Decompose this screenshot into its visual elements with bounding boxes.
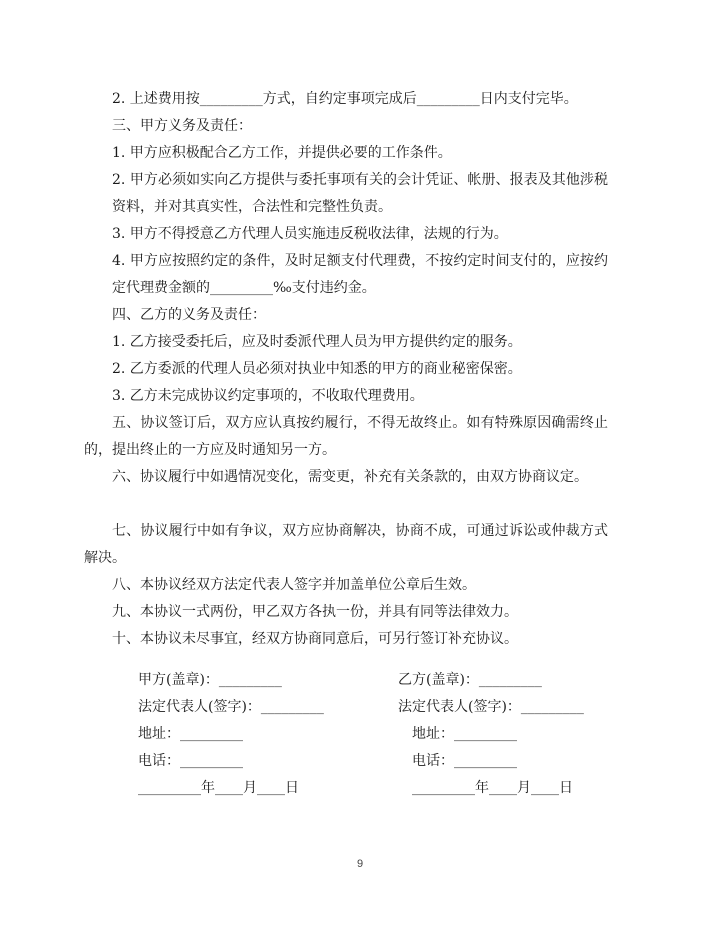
section-heading-party-b-obligations: 四、乙方的义务及责任：	[112, 307, 266, 323]
party-a-phone-line: 电话：_________	[138, 753, 243, 769]
section-heading-party-a-obligations: 三、甲方义务及责任：	[112, 118, 252, 134]
party-a-item-1: 1. 甲方应积极配合乙方工作，并提供必要的工作条件。	[112, 145, 452, 161]
clause-10: 十、本协议未尽事宜，经双方协商同意后，可另行签订补充协议。	[112, 631, 518, 647]
clause-6: 六、协议履行中如遇情况变化，需变更，补充有关条款的，由双方协商议定。	[112, 469, 588, 485]
party-a-address-line: 地址：_________	[138, 726, 243, 742]
party-b-phone-line: 电话：_________	[412, 753, 517, 769]
party-b-seal-line: 乙方(盖章)：_________	[398, 672, 542, 688]
party-b-date-line: _________年____月____日	[412, 780, 573, 796]
payment-terms-item-2: 2. 上述费用按_________方式，自约定事项完成后_________日内支付完毕。	[112, 91, 578, 107]
clause-9: 九、本协议一式两份，甲乙双方各执一份，并具有同等法律效力。	[112, 604, 518, 620]
party-a-item-3: 3. 甲方不得授意乙方代理人员实施违反税收法律，法规的行为。	[112, 226, 508, 242]
party-a-item-2: 2. 甲方必须如实向乙方提供与委托事项有关的会计凭证、帐册、报表及其他涉税资料，并对其真实性，合法性和完整性负责。	[112, 172, 608, 215]
party-b-address-line: 地址：_________	[412, 726, 517, 742]
clause-8: 八、本协议经双方法定代表人签字并加盖单位公章后生效。	[112, 577, 476, 593]
page-number: 9	[356, 858, 364, 870]
party-a-item-4: 4. 甲方应按照约定的条件，及时足额支付代理费，不按约定时间支付的，应按约定代理费金额的_________‰支付违约金。	[112, 253, 608, 296]
clause-5: 五、协议签订后，双方应认真按约履行，不得无故终止。如有特殊原因确需终止的，提出终止的一方应及时通知另一方。	[84, 415, 608, 458]
party-b-item-1: 1. 乙方接受委托后，应及时委派代理人员为甲方提供约定的服务。	[112, 334, 522, 350]
party-a-representative-line: 法定代表人(签字)：_________	[138, 699, 324, 715]
party-a-seal-line: 甲方(盖章)：_________	[138, 672, 282, 688]
party-b-item-2: 2. 乙方委派的代理人员必须对执业中知悉的甲方的商业秘密保密。	[112, 361, 522, 377]
party-b-representative-line: 法定代表人(签字)：_________	[398, 699, 584, 715]
party-a-date-line: _________年____月____日	[138, 780, 299, 796]
clause-7: 七、协议履行中如有争议，双方应协商解决，协商不成，可通过诉讼或仲裁方式解决。	[84, 523, 608, 566]
party-b-item-3: 3. 乙方未完成协议约定事项的，不收取代理费用。	[112, 388, 424, 404]
